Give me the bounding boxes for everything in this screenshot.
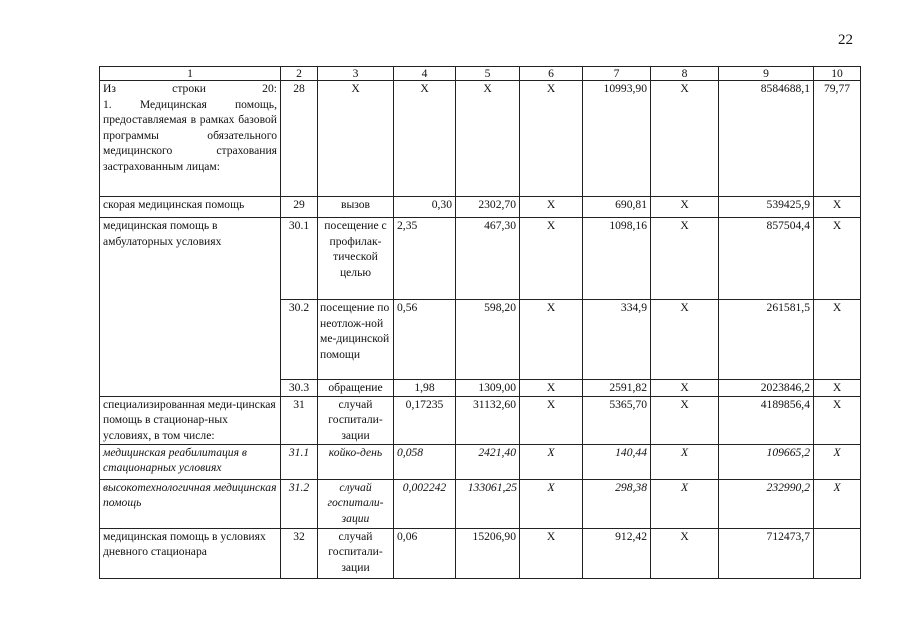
row-code: 28 xyxy=(281,81,318,197)
value-cell: 298,38 xyxy=(583,479,651,528)
row-code: 31.2 xyxy=(281,479,318,528)
column-header: 10 xyxy=(814,67,861,81)
value-cell: 539425,9 xyxy=(719,197,814,218)
row-code: 29 xyxy=(281,197,318,218)
value-cell: 0,30 xyxy=(394,197,456,218)
row-description: медицинская реабилитация в стационарных условиях xyxy=(100,444,281,479)
value-cell: Х xyxy=(394,81,456,197)
column-header: 2 xyxy=(281,67,318,81)
value-cell: 109665,2 xyxy=(719,444,814,479)
value-cell: 0,002242 xyxy=(394,479,456,528)
value-cell: 10993,90 xyxy=(583,81,651,197)
value-cell: Х xyxy=(520,479,583,528)
value-cell: 712473,7 xyxy=(719,528,814,578)
row-description-line: 1. Медицинская помощь, предоставляемая в рамках базовой программы обязательного медицинского страхования застрахованным лицам: xyxy=(103,97,277,173)
value-cell: Х xyxy=(651,197,719,218)
column-number-row xyxy=(100,67,861,81)
value-cell: Х xyxy=(814,300,861,380)
row-description-line: Из строки 20: xyxy=(103,82,277,95)
value-cell: 0,06 xyxy=(394,528,456,578)
unit-cell: посещение с профилак-тической целью xyxy=(318,218,394,300)
table-row xyxy=(100,218,861,300)
value-cell: 0,058 xyxy=(394,444,456,479)
unit-cell: посещение по неотлож-ной ме-дицинской помощи xyxy=(318,300,394,380)
value-cell: Х xyxy=(814,197,861,218)
tariff-table xyxy=(99,66,861,579)
value-cell: 140,44 xyxy=(583,444,651,479)
value-cell: 912,42 xyxy=(583,528,651,578)
table-row xyxy=(100,444,861,479)
value-cell: Х xyxy=(520,444,583,479)
column-header: 3 xyxy=(318,67,394,81)
value-cell: Х xyxy=(651,444,719,479)
value-cell: Х xyxy=(651,479,719,528)
value-cell: 1,98 xyxy=(394,380,456,397)
value-cell: Х xyxy=(520,380,583,397)
column-header: 1 xyxy=(100,67,281,81)
column-header: 5 xyxy=(456,67,520,81)
value-cell: Х xyxy=(814,396,861,444)
value-cell: 4189856,4 xyxy=(719,396,814,444)
value-cell: 690,81 xyxy=(583,197,651,218)
value-cell: 5365,70 xyxy=(583,396,651,444)
unit-cell: Х xyxy=(318,81,394,197)
value-cell: 15206,90 xyxy=(456,528,520,578)
value-cell: 261581,5 xyxy=(719,300,814,380)
value-cell: Х xyxy=(520,528,583,578)
value-cell: 2,35 xyxy=(394,218,456,300)
value-cell: 2302,70 xyxy=(456,197,520,218)
table-row xyxy=(100,396,861,444)
column-header: 6 xyxy=(520,67,583,81)
value-cell: Х xyxy=(520,218,583,300)
value-cell: Х xyxy=(651,81,719,197)
value-cell: Х xyxy=(456,81,520,197)
value-cell: Х xyxy=(651,528,719,578)
value-cell: 857504,4 xyxy=(719,218,814,300)
row-description xyxy=(100,81,281,197)
value-cell: Х xyxy=(651,396,719,444)
value-cell: Х xyxy=(814,479,861,528)
value-cell: 2421,40 xyxy=(456,444,520,479)
row-code: 31.1 xyxy=(281,444,318,479)
value-cell: Х xyxy=(520,81,583,197)
row-code: 30.2 xyxy=(281,300,318,380)
value-cell: 598,20 xyxy=(456,300,520,380)
row-code: 31 xyxy=(281,396,318,444)
value-cell: Х xyxy=(814,444,861,479)
table-row xyxy=(100,479,861,528)
value-cell xyxy=(814,528,861,578)
value-cell: 31132,60 xyxy=(456,396,520,444)
value-cell: 1098,16 xyxy=(583,218,651,300)
row-code: 30.1 xyxy=(281,218,318,300)
row-code: 32 xyxy=(281,528,318,578)
row-description: скорая медицинская помощь xyxy=(100,197,281,218)
value-cell: 8584688,1 xyxy=(719,81,814,197)
unit-cell: койко-день xyxy=(318,444,394,479)
value-cell: 79,77 xyxy=(814,81,861,197)
value-cell: Х xyxy=(814,218,861,300)
row-description: медицинская помощь в условиях дневного стационара xyxy=(100,528,281,578)
row-description: высокотехнологичная медицинская помощь xyxy=(100,479,281,528)
value-cell: Х xyxy=(651,218,719,300)
table-row xyxy=(100,528,861,578)
unit-cell: вызов xyxy=(318,197,394,218)
value-cell: 334,9 xyxy=(583,300,651,380)
table-row xyxy=(100,197,861,218)
value-cell: Х xyxy=(520,396,583,444)
value-cell: Х xyxy=(651,380,719,397)
value-cell: 0,56 xyxy=(394,300,456,380)
value-cell: 232990,2 xyxy=(719,479,814,528)
unit-cell: случай госпитали-зации xyxy=(318,479,394,528)
column-header: 9 xyxy=(719,67,814,81)
column-header: 4 xyxy=(394,67,456,81)
value-cell: Х xyxy=(814,380,861,397)
row-code: 30.3 xyxy=(281,380,318,397)
value-cell: 133061,25 xyxy=(456,479,520,528)
value-cell: Х xyxy=(651,300,719,380)
unit-cell: случай госпитали-зации xyxy=(318,528,394,578)
value-cell: Х xyxy=(520,197,583,218)
value-cell: 2023846,2 xyxy=(719,380,814,397)
row-description: медицинская помощь в амбулаторных условиях xyxy=(100,218,281,397)
row-description: специализированная меди-цинская помощь в стационар-ных условиях, в том числе: xyxy=(100,396,281,444)
table-row xyxy=(100,81,861,197)
column-header: 7 xyxy=(583,67,651,81)
value-cell: Х xyxy=(520,300,583,380)
value-cell: 0,17235 xyxy=(394,396,456,444)
value-cell: 2591,82 xyxy=(583,380,651,397)
page-number: 22 xyxy=(838,32,853,48)
unit-cell: случай госпитали-зации xyxy=(318,396,394,444)
value-cell: 1309,00 xyxy=(456,380,520,397)
unit-cell: обращение xyxy=(318,380,394,397)
column-header: 8 xyxy=(651,67,719,81)
value-cell: 467,30 xyxy=(456,218,520,300)
